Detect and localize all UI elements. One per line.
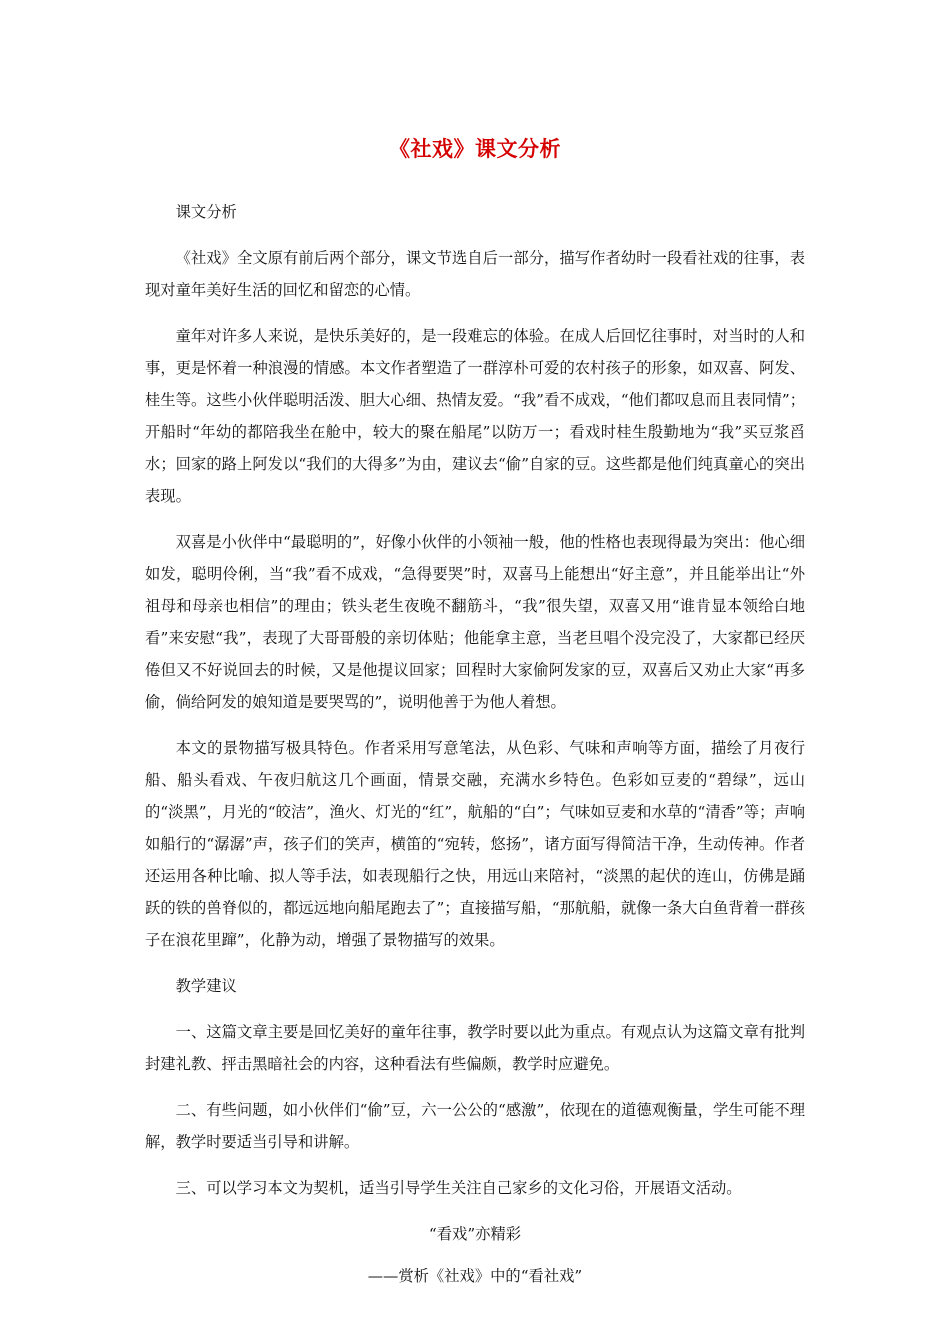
article-subtitle: “看戏”亦精彩 — [428, 1225, 522, 1243]
paragraph: 二、有些问题，如小伙伴们“偷”豆，六一公公的“感激”，依现在的道德观衡量，学生可能不理解，教学时要适当引导和讲解。 — [145, 1101, 805, 1151]
paragraph: 童年对许多人来说，是快乐美好的，是一段难忘的体验。在成人后回忆往事时，对当时的人和事，更是怀着一种浪漫的情感。本文作者塑造了一群淳朴可爱的农村孩子的形象，如双喜、阿发、桂生等。这些小伙伴聪明活泼、胆大心细、热情友爱。“我”看不成戏，“他们都叹息而且表同情”；开船时“年幼的都陪我坐在舱中，较大的聚在船尾”以防万一；看戏时桂生殷勤地为“我”买豆浆舀水；回家的路上阿发以“我们的大得多”为由，建议去“偷”自家的豆。这些都是他们纯真童心的突出表现。 — [145, 327, 805, 505]
article-subtitle-secondary: ——赏析《社戏》中的“看社戏” — [367, 1267, 583, 1285]
paragraph: 双喜是小伙伴中“最聪明的”，好像小伙伴的小领袖一般，他的性格也表现得最为突出：他心细如发，聪明伶俐，当“我”看不成戏，“急得要哭”时，双喜马上能想出“好主意”，并且能举出让“外祖母和母亲也相信”的理由；铁头老生夜晚不翻筋斗，“我”很失望，双喜又用“谁肯显本领给白地看”来安慰“我”，表现了大哥哥般的亲切体贴；他能拿主意，当老旦唱个没完没了，大家都已经厌倦但又不好说回去的时候，又是他提议回家；回程时大家偷阿发家的豆，双喜后又劝止大家“再多偷，倘给阿发的娘知道是要哭骂的”，说明他善于为他人着想。 — [145, 533, 805, 711]
paragraph: 三、可以学习本文为契机，适当引导学生关注自己家乡的文化习俗，开展语文活动。 — [175, 1179, 742, 1197]
document-body — [145, 196, 805, 1302]
section-heading-teaching: 教学建议 — [175, 977, 237, 995]
paragraph: 本文的景物描写极具特色。作者采用写意笔法，从色彩、气味和声响等方面，描绘了月夜行船、船头看戏、午夜归航这几个画面，情景交融，充满水乡特色。色彩如豆麦的“碧绿”，远山的“淡黑”，月光的“皎洁”，渔火、灯光的“红”，航船的“白”；气味如豆麦和水草的“清香”等；声响如船行的“潺潺”声，孩子们的笑声，横笛的“宛转，悠扬”，诸方面写得简洁干净，生动传神。作者还运用各种比喻、拟人等手法，如表现船行之快，用远山来陪衬，“淡黑的起伏的连山，仿佛是踊跃的铁的兽脊似的，都远远地向船尾跑去了”；直接描写船，“那航船，就像一条大白鱼背着一群孩子在浪花里蹿”，化静为动，增强了景物描写的效果。 — [145, 739, 805, 949]
paragraph: 一、这篇文章主要是回忆美好的童年往事，教学时要以此为重点。有观点认为这篇文章有批判封建礼教、抨击黑暗社会的内容，这种看法有些偏颇，教学时应避免。 — [145, 1023, 805, 1073]
section-heading-analysis: 课文分析 — [175, 203, 237, 221]
document-title: 《社戏》课文分析 — [389, 137, 561, 161]
paragraph: 《社戏》全文原有前后两个部分，课文节选自后一部分，描写作者幼时一段看社戏的往事，表现对童年美好生活的回忆和留恋的心情。 — [145, 249, 805, 299]
